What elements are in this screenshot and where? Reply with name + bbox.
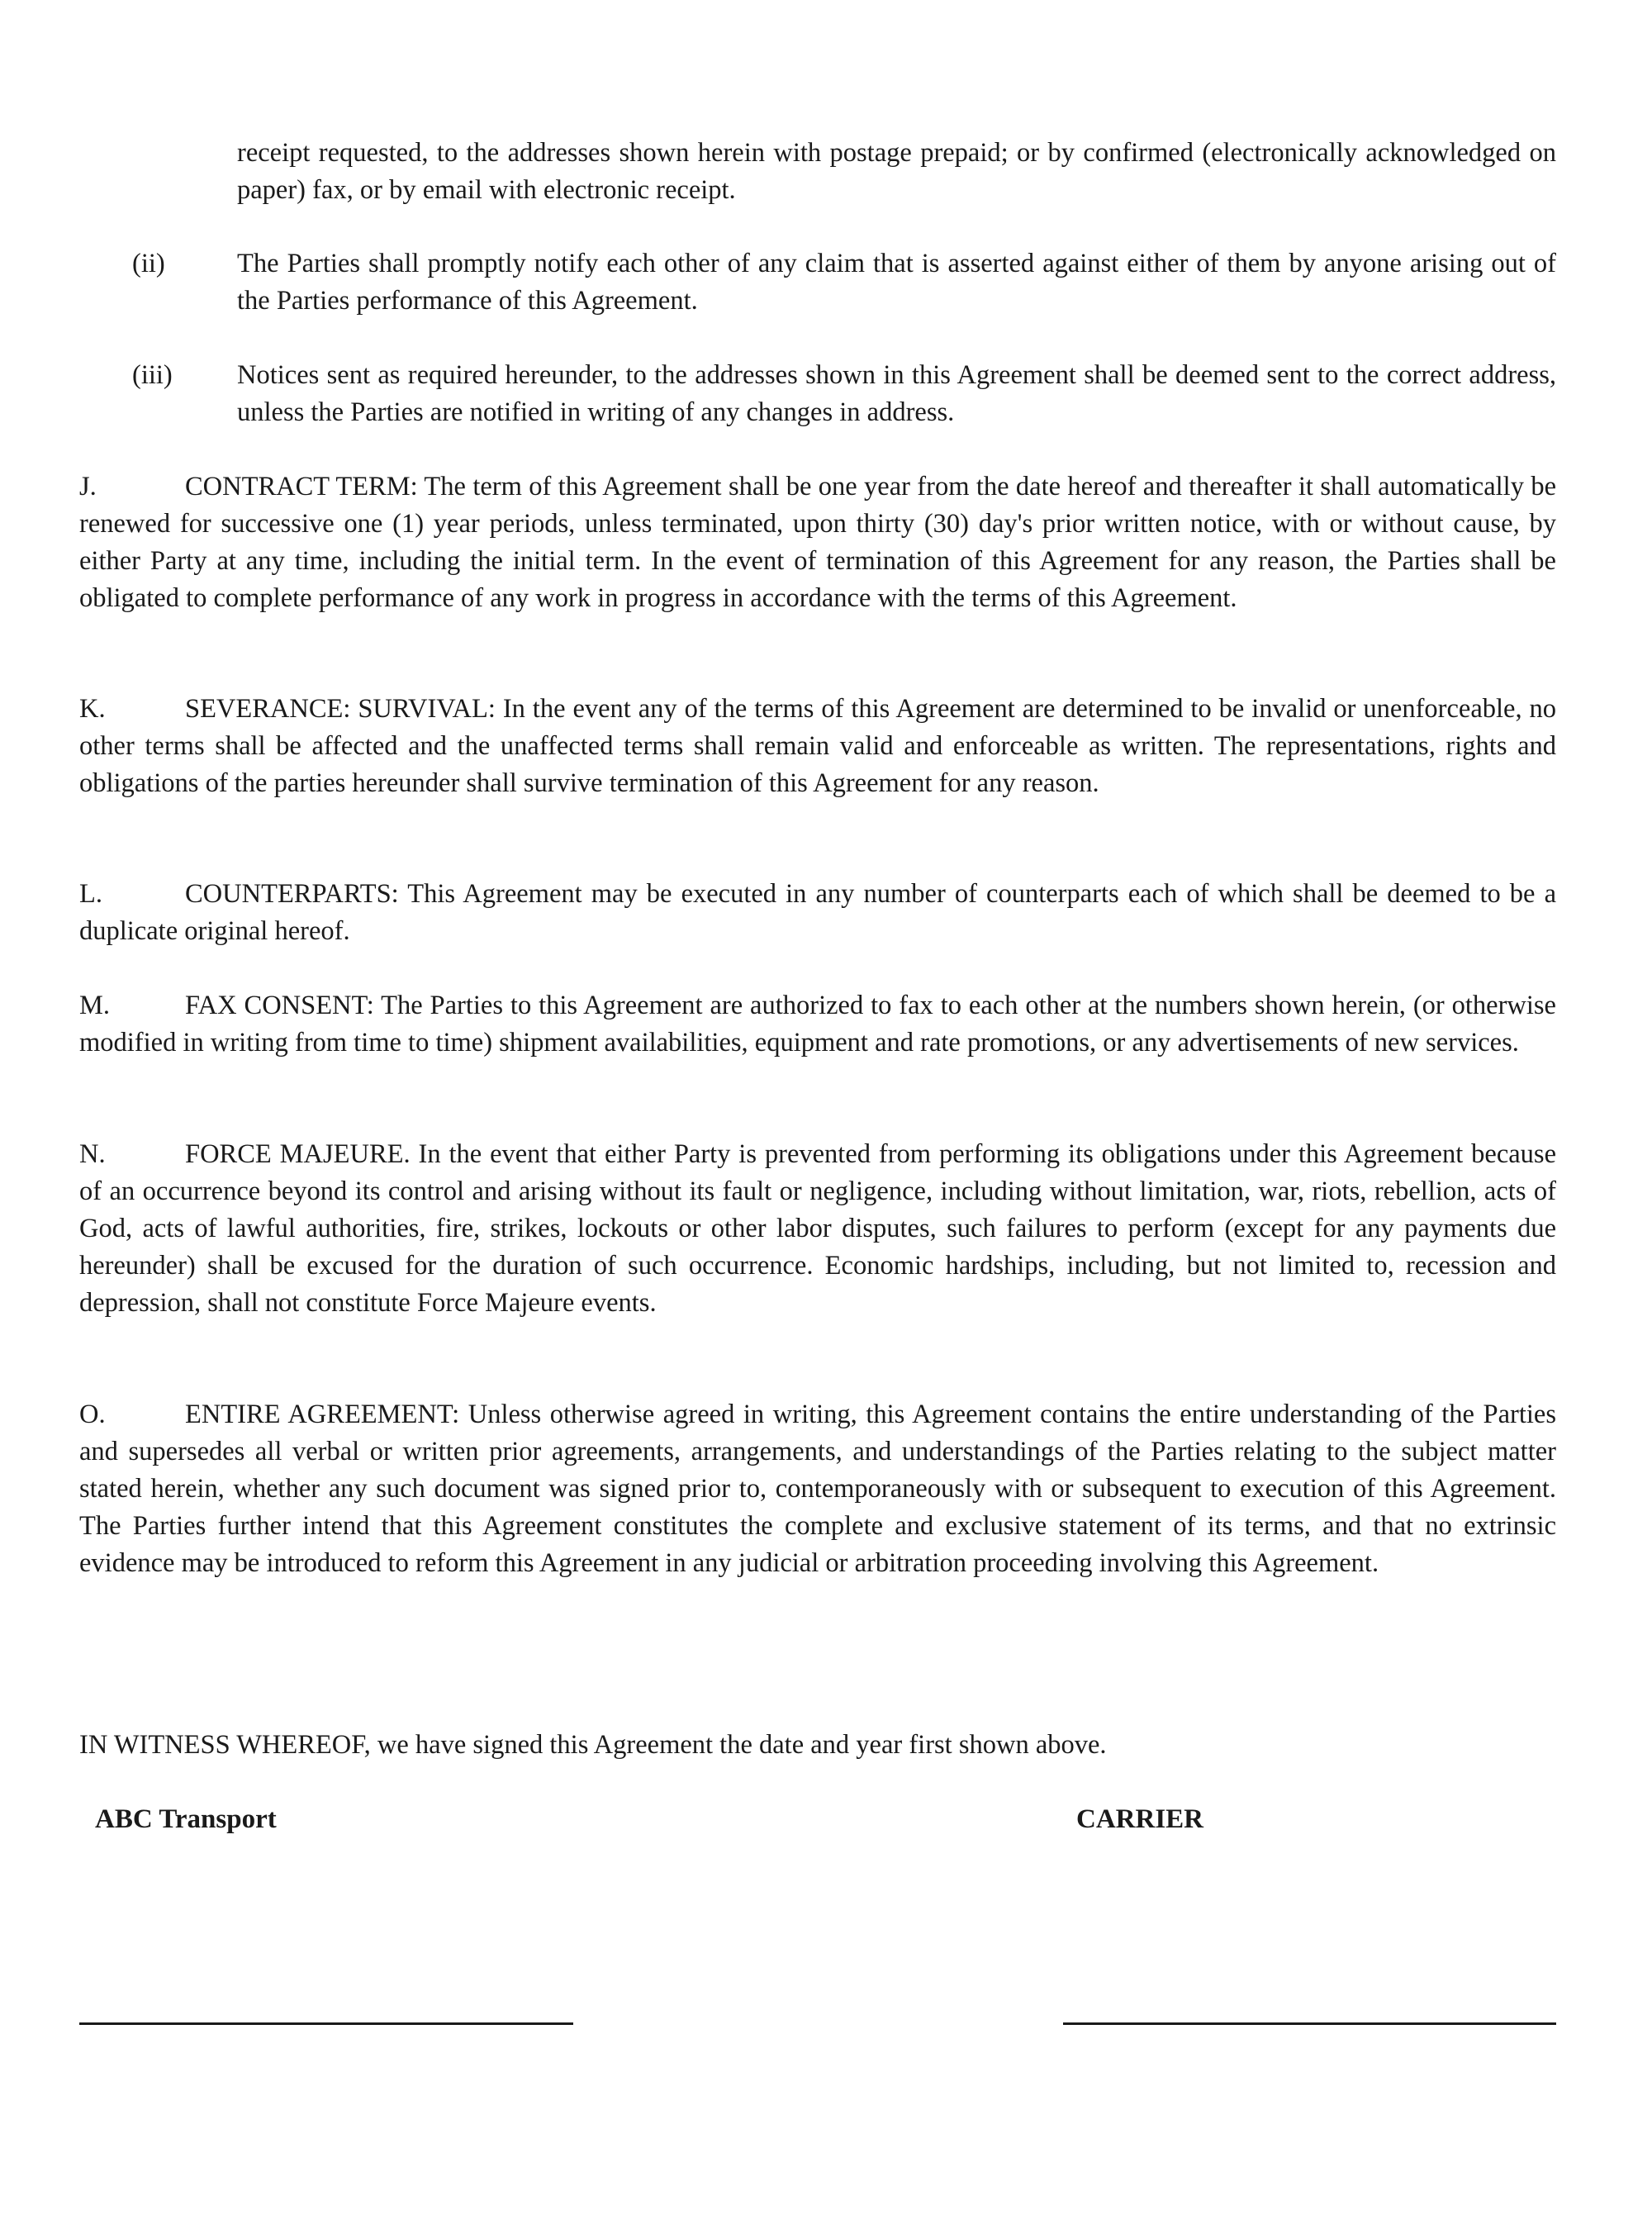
section-letter: K. bbox=[79, 694, 106, 724]
section-text: COUNTERPARTS: This Agreement may be executed in any number of counterparts each of which shall be deemed to be a duplicate original hereof. bbox=[79, 879, 1556, 946]
section-n-force-majeure bbox=[79, 1136, 1556, 1322]
subsection-iii bbox=[132, 357, 1556, 431]
section-k-severance bbox=[79, 691, 1556, 802]
subsection-number: (iii) bbox=[132, 360, 173, 390]
section-j-contract-term bbox=[79, 468, 1556, 617]
section-letter: M. bbox=[79, 991, 111, 1020]
section-letter: L. bbox=[79, 879, 102, 909]
signature-line-right bbox=[1063, 2022, 1556, 2025]
section-l-counterparts bbox=[79, 876, 1556, 950]
section-m-fax-consent bbox=[79, 987, 1556, 1062]
subsection-ii bbox=[132, 245, 1556, 320]
continuation-paragraph: receipt requested, to the addresses shown herein with postage prepaid; or by confirmed (electronically acknowledged on paper) fax, or by email with electronic receipt. bbox=[237, 138, 1556, 205]
party-carrier: CARRIER bbox=[1076, 1804, 1204, 1834]
section-letter: O. bbox=[79, 1400, 106, 1429]
section-letter: J. bbox=[79, 472, 97, 501]
section-text: ENTIRE AGREEMENT: Unless otherwise agreed in writing, this Agreement contains the entire understanding of the Parties and supersedes all verbal or written prior agreements, arrangements, and understandings of the Parties relating to the subject matter stated herein, whether any such document was signed prior to, contemporaneously with or subsequent to execution of this Agreement. The Parties further intend that this Agreement constitutes the complete and exclusive statement of its terms, and that no extrinsic evidence may be introduced to reform this Agreement in any judicial or arbitration proceeding involving this Agreement. bbox=[79, 1400, 1556, 1578]
section-text: SEVERANCE: SURVIVAL: In the event any of the terms of this Agreement are determined to be invalid or unenforceable, no other terms shall be affected and the unaffected terms shall remain valid and enforceable as written. The representations, rights and obligations of the parties hereunder shall survive termination of this Agreement for any reason. bbox=[79, 694, 1556, 798]
subsection-text: The Parties shall promptly notify each other of any claim that is asserted against either of them by anyone arising out of the Parties performance of this Agreement. bbox=[237, 249, 1556, 316]
section-letter: N. bbox=[79, 1139, 106, 1169]
subsection-number: (ii) bbox=[132, 249, 165, 278]
subsection-text: Notices sent as required hereunder, to the addresses shown in this Agreement shall be deemed sent to the correct address, unless the Parties are notified in writing of any changes in address. bbox=[237, 360, 1556, 427]
party-abc-transport: ABC Transport bbox=[95, 1804, 277, 1834]
section-text: FORCE MAJEURE. In the event that either Party is prevented from performing its obligations under this Agreement because of an occurrence beyond its control and arising without its fault or negligence, including without limitation, war, riots, rebellion, acts of God, acts of lawful authorities, fire, strikes, lockouts or other labor disputes, such failures to perform (except for any payments due hereunder) shall be excused for the duration of such occurrence. Economic hardships, including, but not limited to, recession and depression, shall not constitute Force Majeure events. bbox=[79, 1139, 1556, 1318]
section-o-entire-agreement bbox=[79, 1396, 1556, 1582]
signature-line-left bbox=[79, 2022, 573, 2025]
section-text: FAX CONSENT: The Parties to this Agreement are authorized to fax to each other at the numbers shown herein, (or otherwise modified in writing from time to time) shipment availabilities, equipment and rate promotions, or any advertisements of new services. bbox=[79, 991, 1556, 1057]
witness-statement: IN WITNESS WHEREOF, we have signed this Agreement the date and year first shown above. bbox=[79, 1730, 1107, 1760]
section-text: CONTRACT TERM: The term of this Agreement shall be one year from the date hereof and thereafter it shall automatically be renewed for successive one (1) year periods, unless terminated, upon thirty (30) day's prior written notice, with or without cause, by either Party at any time, including the initial term. In the event of termination of this Agreement for any reason, the Parties shall be obligated to complete performance of any work in progress in accordance with the terms of this Agreement. bbox=[79, 472, 1556, 613]
